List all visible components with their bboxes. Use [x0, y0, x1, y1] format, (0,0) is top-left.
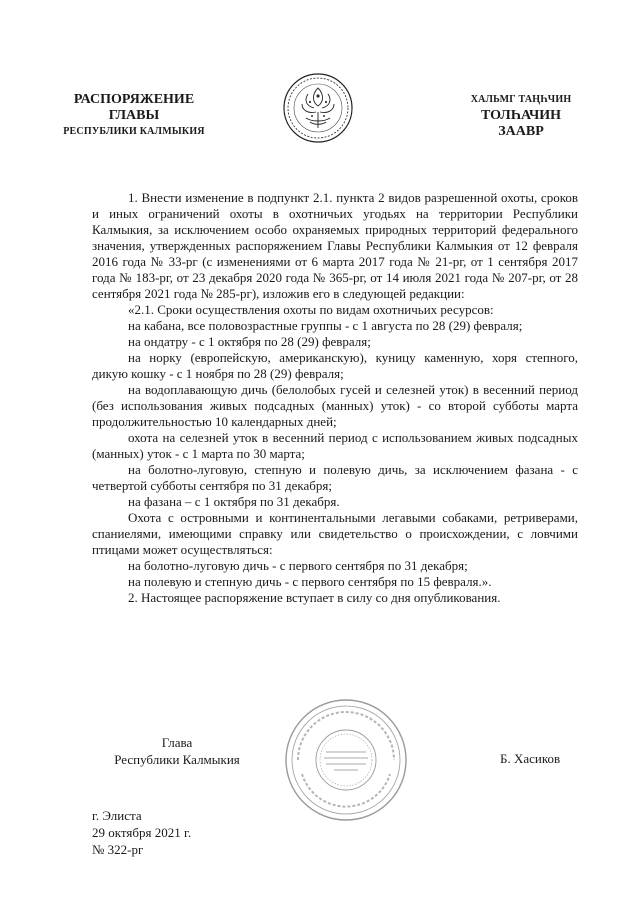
header-left-line-1: РАСПОРЯЖЕНИЕ [73, 92, 195, 107]
paragraph-7: охота на селезней уток в весенний период с использованием живых подсадных (манных) уток - с 1 марта по 30 марта; [92, 430, 578, 461]
header-left-line-2: ГЛАВЫ [108, 108, 160, 123]
footer-number: № 322-рг [92, 842, 144, 857]
paragraph-5: на норку (европейскую, американскую), куницу каменную, хоря степного, дикую кошку - с 1 ноября по 28 (29) февраля; [92, 350, 578, 381]
paragraph-12: на полевую и степную дичь - с первого сентября по 15 февраля.». [128, 574, 492, 589]
footer-city: г. Элиста [92, 808, 142, 823]
signatory-name: Б. Хасиков [500, 751, 561, 766]
order-body [92, 190, 578, 606]
paragraph-11: на болотно-луговую дичь - с первого сентября по 31 декабря; [128, 558, 468, 573]
paragraph-3: на кабана, все половозрастные группы - с 1 августа по 28 (29) февраля; [128, 318, 523, 333]
official-seal-icon [282, 696, 410, 824]
paragraph-6: на водоплавающую дичь (белолобых гусей и селезней уток) в весенний период (без использования живых подсадных (манных) уток) - со второй субботы марта продолжительностью 10 календарных дней; [92, 382, 578, 429]
paragraph-13: 2. Настоящее распоряжение вступает в силу со дня опубликования. [128, 590, 501, 605]
paragraph-4: на ондатру - с 1 октября по 28 (29) февраля; [128, 334, 371, 349]
coat-of-arms-icon [282, 72, 354, 144]
footer-date: 29 октября 2021 г. [92, 825, 192, 840]
signatory-title-line-2: Республики Калмыкия [114, 752, 240, 767]
paragraph-2: «2.1. Сроки осуществления охоты по видам охотничьих ресурсов: [128, 302, 494, 317]
header-right-line-3: ЗААВР [498, 124, 544, 139]
paragraph-8: на болотно-луговую, степную и полевую дичь, за исключением фазана - с четвертой субботы сентября по 31 декабря; [92, 462, 578, 493]
signatory-title-line-1: Глава [161, 735, 193, 750]
header-right-line-1: ХАЛЬМГ ТАҢҺЧИН [470, 94, 572, 105]
signatory-title [92, 734, 262, 768]
document-footer [92, 807, 191, 858]
paragraph-1: 1. Внести изменение в подпункт 2.1. пункта 2 видов разрешенной охоты, сроков и иных ограничений охоты в охотничьих угодьях на территории Республики Калмыкия, за исключением особо охраняемых природных территорий федерального значения, утвержденных распоряжением Главы Республики Калмыкия от 12 февраля 2016 года № 33-рг (с изменениями от 6 марта 2017 года № 21-рг, от 1 сентября 2017 года № 183-рг, от 23 декабря 2020 года № 365-рг, от 14 июля 2021 года № 207-рг, от 28 сентября 2021 года № 285-рг), изложив его в следующей редакции: [92, 190, 578, 301]
header-left-block [44, 92, 224, 140]
paragraph-9: на фазана – с 1 октября по 31 декабря. [128, 494, 340, 509]
header-right-block [446, 92, 596, 140]
paragraph-10: Охота с островными и континентальными легавыми собаками, ретриверами, спаниелями, имеющими справку или свидетельство о происхождении, с ловчими птицами может осуществляться: [92, 510, 578, 557]
header-right-line-2: ТОЛҺАЧИН [480, 108, 562, 123]
header-left-line-3: РЕСПУБЛИКИ КАЛМЫКИЯ [63, 126, 205, 137]
